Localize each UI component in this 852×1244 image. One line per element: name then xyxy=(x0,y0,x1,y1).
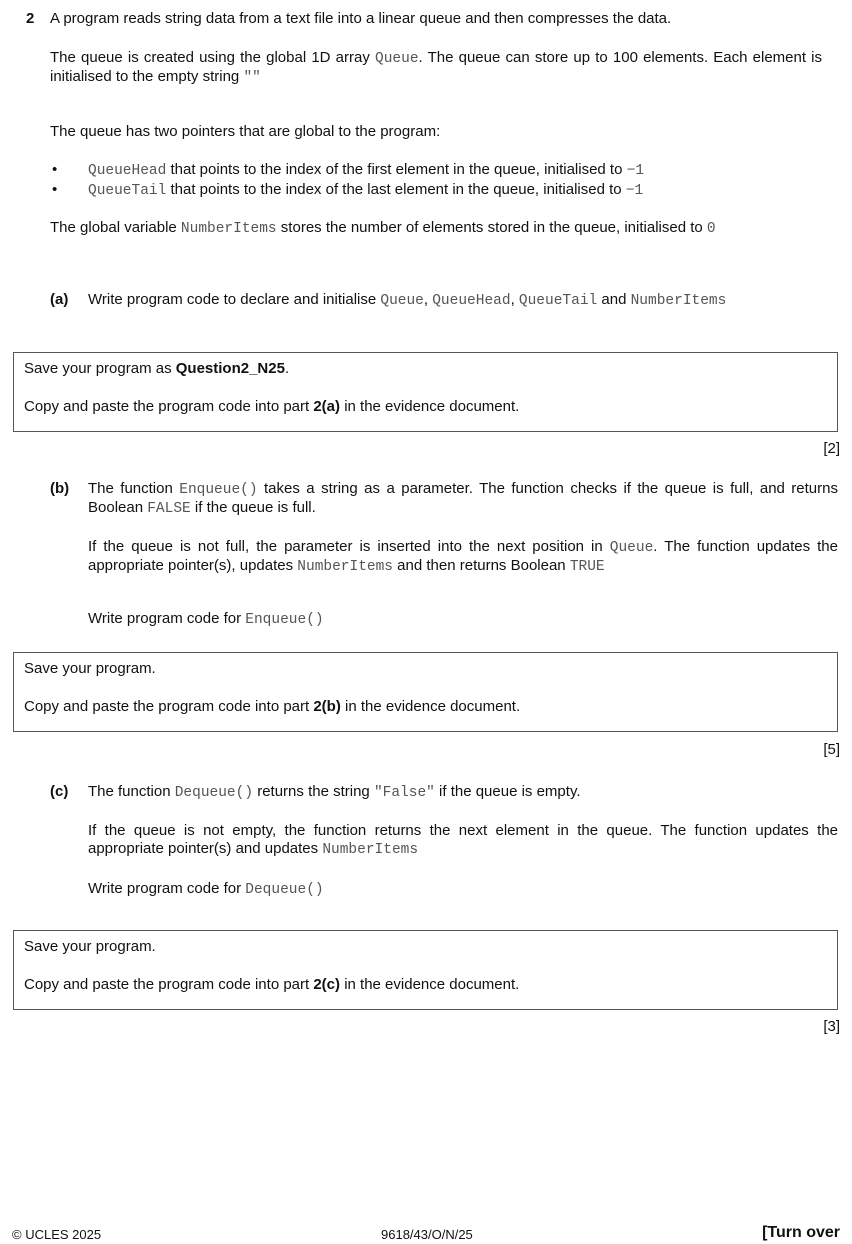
code-value: 0 xyxy=(706,221,716,237)
part-text: Write program code for xyxy=(88,880,246,897)
part-c-label: (c) xyxy=(50,783,69,800)
part-text: if the queue is empty. xyxy=(434,783,581,800)
question-paragraph-queue xyxy=(50,49,822,87)
code-enqueue: Enqueue() xyxy=(179,482,258,498)
part-b-paragraph-2 xyxy=(88,538,838,576)
part-text: and xyxy=(597,291,631,308)
part-b-paragraph-3 xyxy=(88,610,838,629)
part-text: , xyxy=(510,291,519,308)
bullet-dot: • xyxy=(52,161,58,178)
code-dequeue: Dequeue() xyxy=(245,882,324,898)
code-false: FALSE xyxy=(147,501,191,517)
part-text: Write program code for xyxy=(88,610,246,627)
part-text: Write program code to declare and initialise xyxy=(88,291,381,308)
code-dequeue: Dequeue() xyxy=(174,785,254,801)
part-text: , xyxy=(423,291,433,308)
instruction-save: Save your program. xyxy=(24,938,156,955)
instruction-copy xyxy=(24,976,827,994)
code-queuetail: QueueTail xyxy=(518,293,598,309)
instruction-text: in the evidence document. xyxy=(340,698,521,715)
part-text: returns the string xyxy=(253,783,374,800)
bullet-dot: • xyxy=(52,181,58,198)
question-paragraph-numberitems xyxy=(50,219,838,238)
part-text: The function xyxy=(88,783,175,800)
part-reference: 2(a) xyxy=(313,398,341,415)
part-text: and then returns Boolean xyxy=(393,557,570,574)
bullet-item xyxy=(0,181,852,201)
instruction-text: . xyxy=(284,360,290,377)
footer-paper-code: 9618/43/O/N/25 xyxy=(381,1227,473,1242)
paragraph-text: The queue is created using the global 1D array xyxy=(50,49,376,66)
instruction-text: in the evidence document. xyxy=(340,976,520,993)
part-c-paragraph-3 xyxy=(88,880,838,899)
code-queuehead: QueueHead xyxy=(432,293,511,309)
part-b-paragraph-1 xyxy=(88,480,838,518)
code-empty-string: "" xyxy=(243,70,261,86)
code-queue: Queue xyxy=(380,293,424,309)
paragraph-text: The global variable xyxy=(50,219,181,236)
marks-b: [5] xyxy=(823,741,840,758)
code-numberitems: NumberItems xyxy=(322,842,419,858)
code-numberitems: NumberItems xyxy=(297,559,394,575)
part-text: The function xyxy=(88,480,180,497)
part-c-paragraph-1 xyxy=(88,783,838,802)
part-a-label: (a) xyxy=(50,291,69,308)
code-value: −1 xyxy=(626,163,645,179)
marks-c: [3] xyxy=(823,1018,840,1035)
code-queuetail: QueueTail xyxy=(88,183,167,199)
code-queue: Queue xyxy=(375,51,419,67)
part-a-text xyxy=(88,291,838,310)
instruction-save xyxy=(24,360,827,378)
marks-a: [2] xyxy=(823,440,840,457)
code-true: TRUE xyxy=(569,559,605,575)
instruction-save: Save your program. xyxy=(24,660,156,677)
code-false-string: "False" xyxy=(373,785,435,801)
part-reference: 2(c) xyxy=(313,976,341,993)
instruction-box-a xyxy=(13,352,838,432)
part-reference: 2(b) xyxy=(313,698,341,715)
instruction-text: Copy and paste the program code into part xyxy=(24,698,314,715)
code-value: −1 xyxy=(625,183,644,199)
instruction-text: Copy and paste the program code into part xyxy=(24,398,314,415)
code-numberitems: NumberItems xyxy=(180,221,277,237)
instruction-box-b xyxy=(13,652,838,732)
part-text: If the queue is not empty, the function returns the next element in the queue. The function updates the appropriate pointer(s) and updates xyxy=(88,822,838,857)
paragraph-text: . The queue can store up to 100 elements. Each element is initialised to the empty string xyxy=(50,49,823,85)
part-text: if the queue is full. xyxy=(190,499,316,516)
part-text: If the queue is not full, the parameter is inserted into the next position in xyxy=(88,538,610,555)
instruction-text: Save your program as xyxy=(24,360,176,377)
code-queue: Queue xyxy=(609,540,654,556)
instruction-copy xyxy=(24,698,827,716)
instruction-text: in the evidence document. xyxy=(340,398,520,415)
code-enqueue: Enqueue() xyxy=(245,612,324,628)
paragraph-text: stores the number of elements stored in the queue, initialised to xyxy=(276,219,707,236)
program-name: Question2_N25 xyxy=(175,360,285,377)
question-paragraph-pointers: The queue has two pointers that are global to the program: xyxy=(50,123,441,140)
question-intro: A program reads string data from a text file into a linear queue and then compresses the data. xyxy=(50,10,672,27)
instruction-box-c xyxy=(13,930,838,1010)
part-text: takes a string as a parameter. The function checks if the queue is full, and returns Boolean xyxy=(88,480,838,516)
code-queuehead: QueueHead xyxy=(88,163,167,179)
part-c-paragraph-2 xyxy=(88,822,838,859)
bullet-item xyxy=(0,161,852,181)
footer-turn-over: [Turn over xyxy=(762,1224,840,1241)
instruction-text: Copy and paste the program code into part xyxy=(24,976,314,993)
footer-copyright: © UCLES 2025 xyxy=(12,1227,102,1242)
question-number: 2 xyxy=(26,10,35,27)
part-b-label: (b) xyxy=(50,480,70,497)
code-numberitems: NumberItems xyxy=(630,293,727,309)
part-text: . The function updates the appropriate pointer(s), updates xyxy=(88,538,838,574)
bullet-text: that points to the index of the last element in the queue, initialised to xyxy=(166,181,626,198)
instruction-copy xyxy=(24,398,827,416)
bullet-text: that points to the index of the first element in the queue, initialised to xyxy=(166,161,627,178)
